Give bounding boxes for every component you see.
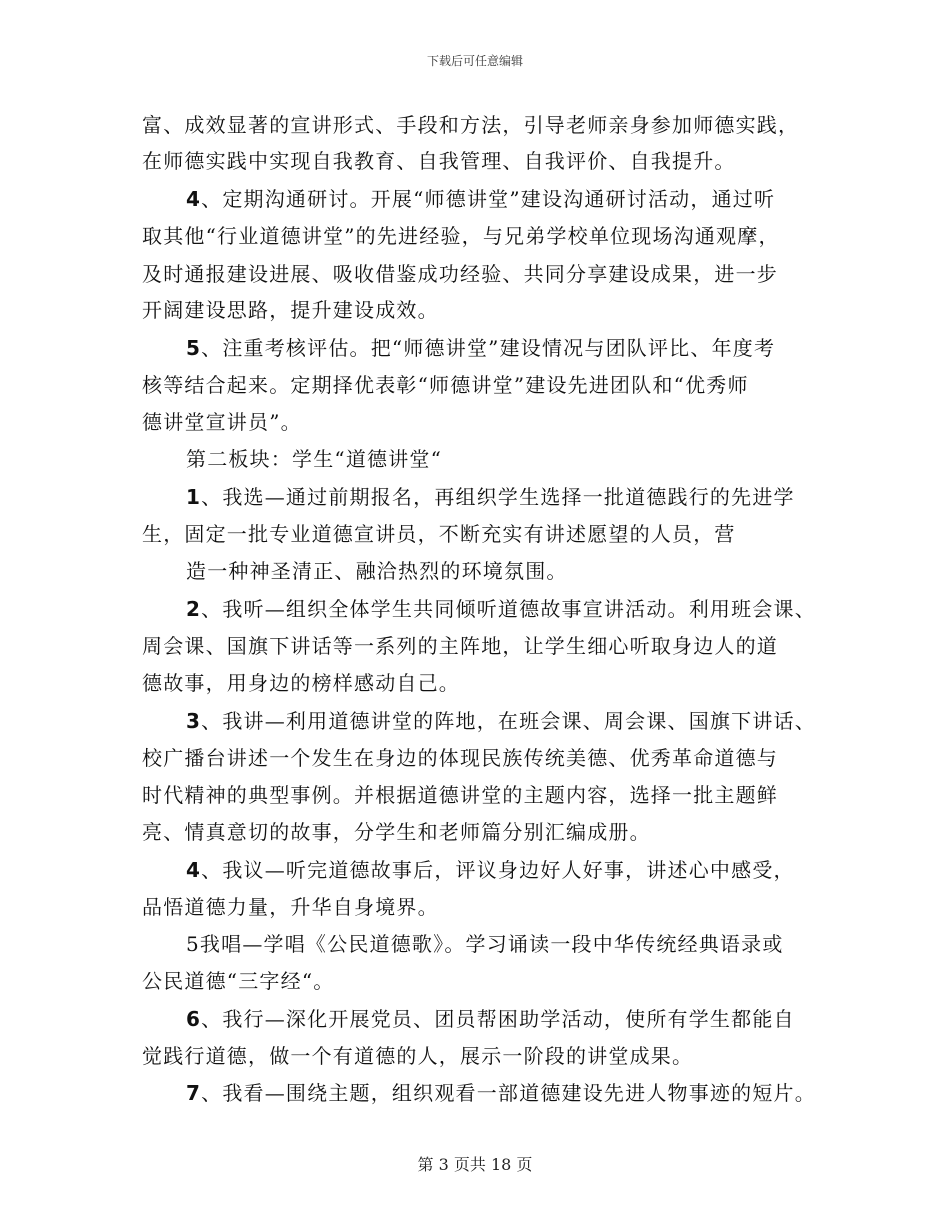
text-line: 德讲堂宣讲员”。: [142, 410, 302, 434]
text-line: 时代精神的典型事例。并根据道德讲堂的主题内容，选择一批主题鲜: [142, 783, 778, 807]
text-line: 取其他“行业道德讲堂”的先进经验，与兄弟学校单位现场沟通观摩，: [142, 224, 780, 248]
text-line: 生，固定一批专业道德宣讲员，不断充实有讲述愿望的人员，营: [142, 522, 736, 546]
text-line: 7、我看—围绕主题，组织观看一部道德建设先进人物事迹的短片。: [186, 1081, 816, 1105]
text-line: 2、我听—组织全体学生共同倾听道德故事宣讲活动。利用班会课、: [186, 597, 816, 621]
text-line: 德故事，用身边的榜样感动自己。: [142, 671, 460, 695]
text-line: 富、成效显著的宣讲形式、手段和方法，引导老师亲身参加师德实践，: [142, 113, 800, 137]
text-line: 造一种神圣清正、融洽热烈的环境氛围。: [186, 559, 568, 583]
text-line: 亮、情真意切的故事，分学生和老师篇分别汇编成册。: [142, 820, 651, 844]
text-line: 在师德实践中实现自我教育、自我管理、自我评价、自我提升。: [142, 149, 736, 173]
text-line: 公民道德“三字经“。: [142, 969, 335, 993]
text-line: 1、我选—通过前期报名，再组织学生选择一批道德践行的先进学: [186, 485, 795, 509]
text-line: 5我唱—学唱《公民道德歌》。学习诵读一段中华传统经典语录或: [186, 932, 784, 956]
page-footer: 第 3 页共 18 页: [417, 1155, 533, 1174]
text-line: 4、定期沟通研讨。开展“师德讲堂”建设沟通研讨活动，通过听: [186, 187, 776, 211]
page-header: 下载后可任意编辑: [426, 54, 523, 68]
text-line: 3、我讲—利用道德讲堂的阵地，在班会课、周会课、国旗下讲话、: [186, 709, 816, 733]
text-line: 周会课、国旗下讲话等一系列的主阵地，让学生细心听取身边人的道: [142, 634, 778, 658]
text-line: 及时通报建设进展、吸收借鉴成功经验、共同分享建设成果，进一步: [142, 262, 778, 286]
text-line: 5、注重考核评估。把“师德讲堂”建设情况与团队评比、年度考: [186, 336, 776, 360]
text-line: 品悟道德力量，升华自身境界。: [142, 895, 439, 919]
text-line: 4、我议—听完道德故事后，评议身边好人好事，讲述心中感受，: [186, 858, 795, 882]
text-line: 6、我行—深化开展党员、团员帮困助学活动，使所有学生都能自: [186, 1007, 795, 1031]
section-heading: 第二板块：学生“道德讲堂“: [186, 447, 443, 471]
text-line: 核等结合起来。定期择优表彰“师德讲堂”建设先进团队和“优秀师: [142, 373, 749, 397]
text-line: 觉践行道德，做一个有道德的人，展示一阶段的讲堂成果。: [142, 1044, 694, 1068]
text-line: 开阔建设思路，提升建设成效。: [142, 298, 439, 322]
text-line: 校广播台讲述一个发生在身边的体现民族传统美德、优秀革命道德与: [142, 746, 778, 770]
